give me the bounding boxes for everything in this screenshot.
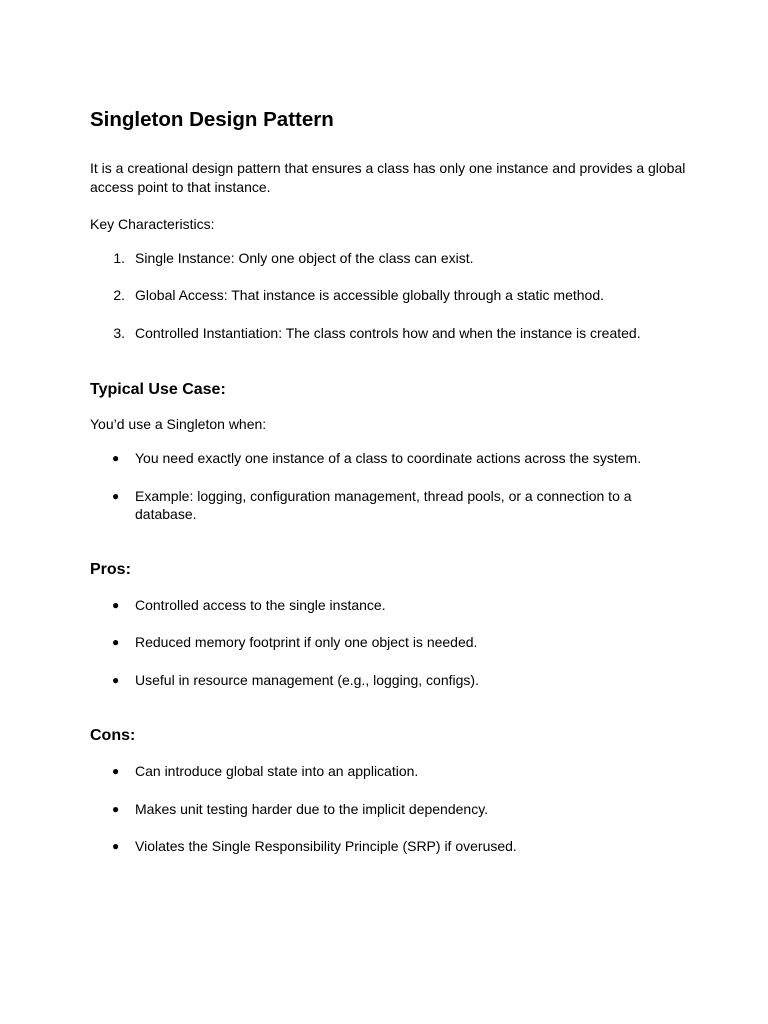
bullet-icon: ● [112,801,120,816]
bullet-icon: ● [112,597,120,612]
list-item [90,449,690,468]
bullet-icon: ● [112,488,120,503]
pros-heading: Pros: [90,561,131,578]
bullet-icon: ● [112,635,120,649]
list-item-text: Useful in resource management (e.g., logging, configs). [135,671,479,688]
intro-paragraph: It is a creational design pattern that ensures a class has only one instance and provides a global access point to that instance. [90,160,686,195]
list-item-text: Controlled access to the single instance. [135,596,386,613]
list-item [90,800,690,819]
list-item-text: Controlled Instantiation: The class controls how and when the instance is created. [135,324,641,341]
typical-use-case-heading: Typical Use Case: [90,381,226,398]
list-item [90,249,690,268]
list-number: 1. [113,249,125,266]
list-number: 2. [113,287,125,303]
list-item-text: Global Access: That instance is accessible globally through a static method. [135,287,604,303]
list-item [90,286,690,305]
cons-list [90,762,690,856]
document-content [90,104,690,856]
typical-use-case-list [90,449,690,524]
list-item-text: Makes unit testing harder due to the implicit dependency. [135,800,489,817]
cons-heading: Cons: [90,727,136,744]
list-number: 3. [113,324,125,341]
list-item-text: Can introduce global state into an application. [135,763,419,779]
typical-use-case-intro: You’d use a Singleton when: [90,415,267,432]
key-characteristics-label: Key Characteristics: [90,215,215,232]
list-item [90,837,690,856]
list-item [90,633,690,652]
list-item [90,596,690,615]
list-item-text: Example: logging, configuration management, thread pools, or a connection to a database. [135,487,632,522]
list-item-text: Reduced memory footprint if only one object is needed. [135,634,478,650]
list-item [90,487,690,524]
pros-list [90,596,690,690]
document-title: Singleton Design Pattern [90,108,334,131]
bullet-icon: ● [112,839,120,853]
list-item-text: You need exactly one instance of a class to coordinate actions across the system. [135,449,642,466]
list-item-text: Violates the Single Responsibility Principle (SRP) if overused. [135,838,517,854]
key-characteristics-list [90,249,690,343]
bullet-icon: ● [112,672,120,687]
list-item-text: Single Instance: Only one object of the class can exist. [135,249,474,266]
bullet-icon: ● [112,764,120,778]
list-item [90,762,690,781]
list-item [90,324,690,343]
list-item [90,671,690,690]
bullet-icon: ● [112,450,120,465]
